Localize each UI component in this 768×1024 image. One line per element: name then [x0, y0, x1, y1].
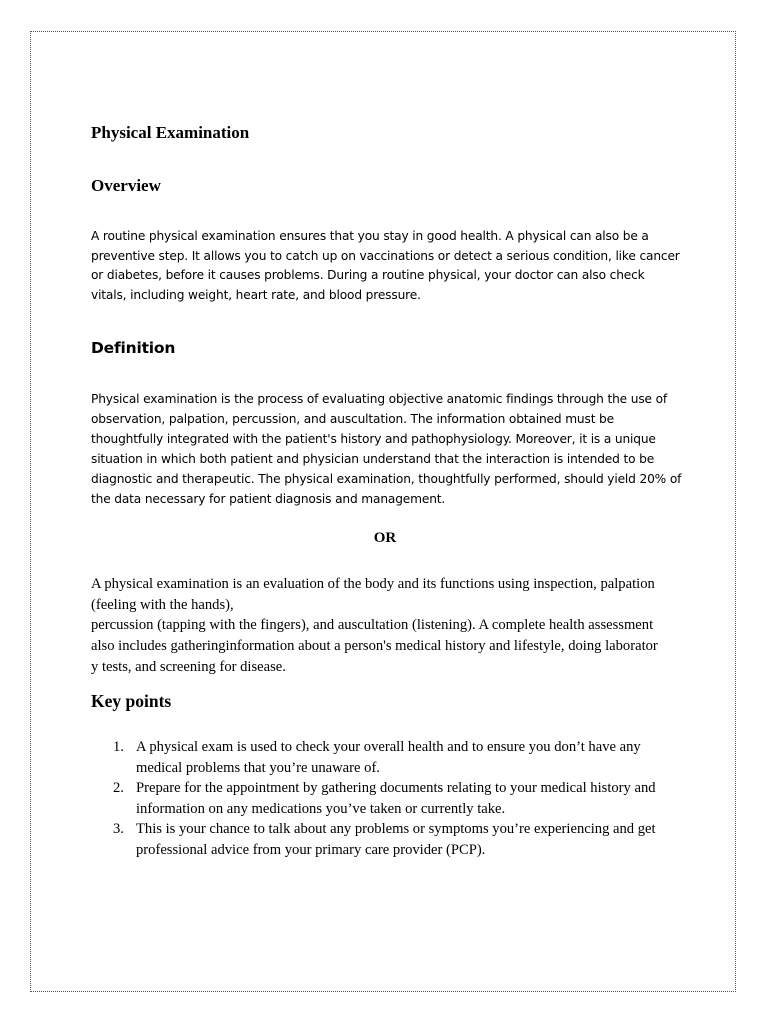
alternate-definition-line: (feeling with the hands),: [91, 596, 234, 613]
alternate-definition-line: also includes gatheringinformation about a person's medical history and lifestyle, doing laborator: [91, 638, 658, 655]
definition-paragraph: Physical examination is the process of evaluating objective anatomic findings through the use of observation, palpation, percussion, and auscultation. The information obtained must be thoughtfully integrated with the patient's history and pathophysiology. Moreover, it is a unique situation in which both patient and physician understand that the interaction is intended to be diagnostic and therapeutic. The physical examination, thoughtfully performed, should yield 20% of the data necessary for patient diagnosis and management.: [91, 392, 682, 506]
list-item-number: 3.: [113, 821, 124, 837]
document-title: Physical Examination: [91, 123, 250, 142]
list-item-text: A physical exam is used to check your overall health and to ensure you don’t have any medical problems that you’re unaware of.: [136, 739, 641, 776]
list-item-number: 1.: [113, 739, 124, 755]
or-separator: OR: [373, 530, 397, 546]
list-item-text: Prepare for the appointment by gathering documents relating to your medical history and information on any medications you’ve taken or currently take.: [136, 780, 656, 817]
alternate-definition-line: percussion (tapping with the fingers), and auscultation (listening). A complete health assessment: [91, 617, 654, 634]
alternate-definition-line: A physical examination is an evaluation of the body and its functions using inspection, palpation: [91, 576, 655, 592]
list-item: [91, 819, 681, 860]
list-item: [91, 737, 681, 778]
overview-heading: Overview: [91, 176, 161, 195]
list-item-number: 2.: [113, 780, 124, 796]
list-item-text: This is your chance to talk about any problems or symptoms you’re experiencing and get professional advice from your primary care provider (PCP).: [136, 821, 656, 858]
definition-heading: Definition: [91, 339, 176, 357]
key-points-list: [91, 737, 681, 860]
list-item: [91, 778, 681, 819]
alternate-definition-line: y tests, and screening for disease.: [91, 658, 286, 675]
alternate-definition-paragraph: [91, 574, 687, 678]
key-points-heading: Key points: [91, 691, 172, 711]
overview-paragraph: A routine physical examination ensures that you stay in good health. A physical can also be a preventive step. It allows you to catch up on vaccinations or detect a serious condition, like cancer or diabetes, before it causes problems. During a routine physical, your doctor can also check vitals, including weight, heart rate, and blood pressure.: [91, 229, 680, 303]
